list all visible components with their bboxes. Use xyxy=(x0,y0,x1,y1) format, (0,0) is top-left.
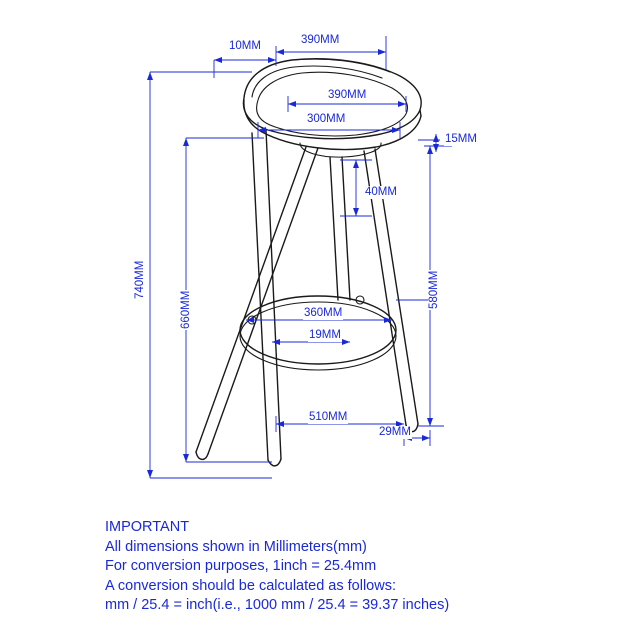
leg-front-right xyxy=(330,157,350,300)
dim-label-15: 15MM xyxy=(445,133,477,145)
notes-line-3: A conversion should be calculated as follows: xyxy=(105,577,396,594)
leg-back-left-foot xyxy=(196,452,208,459)
dim-label-580: 580MM xyxy=(428,270,440,309)
dim-label-660: 660MM xyxy=(180,290,192,329)
dim-label-29: 29MM xyxy=(379,426,411,438)
dim-label-300: 300MM xyxy=(307,113,346,125)
dim-label-390-top: 390MM xyxy=(301,34,340,46)
notes-line-4: mm / 25.4 = inch(i.e., 1000 mm / 25.4 = 39.37 inches) xyxy=(105,597,450,613)
leg-front-left xyxy=(252,130,281,460)
dim-label-40: 40MM xyxy=(365,186,397,198)
dim-label-390-seat: 390MM xyxy=(328,89,367,101)
dim-label-510: 510MM xyxy=(309,411,348,423)
important-notes xyxy=(105,518,605,616)
dim-label-19: 19MM xyxy=(309,329,341,341)
dimension-arrowheads xyxy=(147,49,439,478)
dim-label-360: 360MM xyxy=(304,307,343,319)
notes-line-2: For conversion purposes, 1inch = 25.4mm xyxy=(105,558,377,574)
seat-edge-right xyxy=(420,110,421,116)
notes-heading: IMPORTANT xyxy=(105,519,190,535)
dim-label-10mm: 10MM xyxy=(229,40,261,52)
dim-label-740: 740MM xyxy=(134,260,146,299)
notes-line-1: All dimensions shown in Millimeters(mm) xyxy=(105,538,367,555)
leg-back-left xyxy=(196,147,318,454)
